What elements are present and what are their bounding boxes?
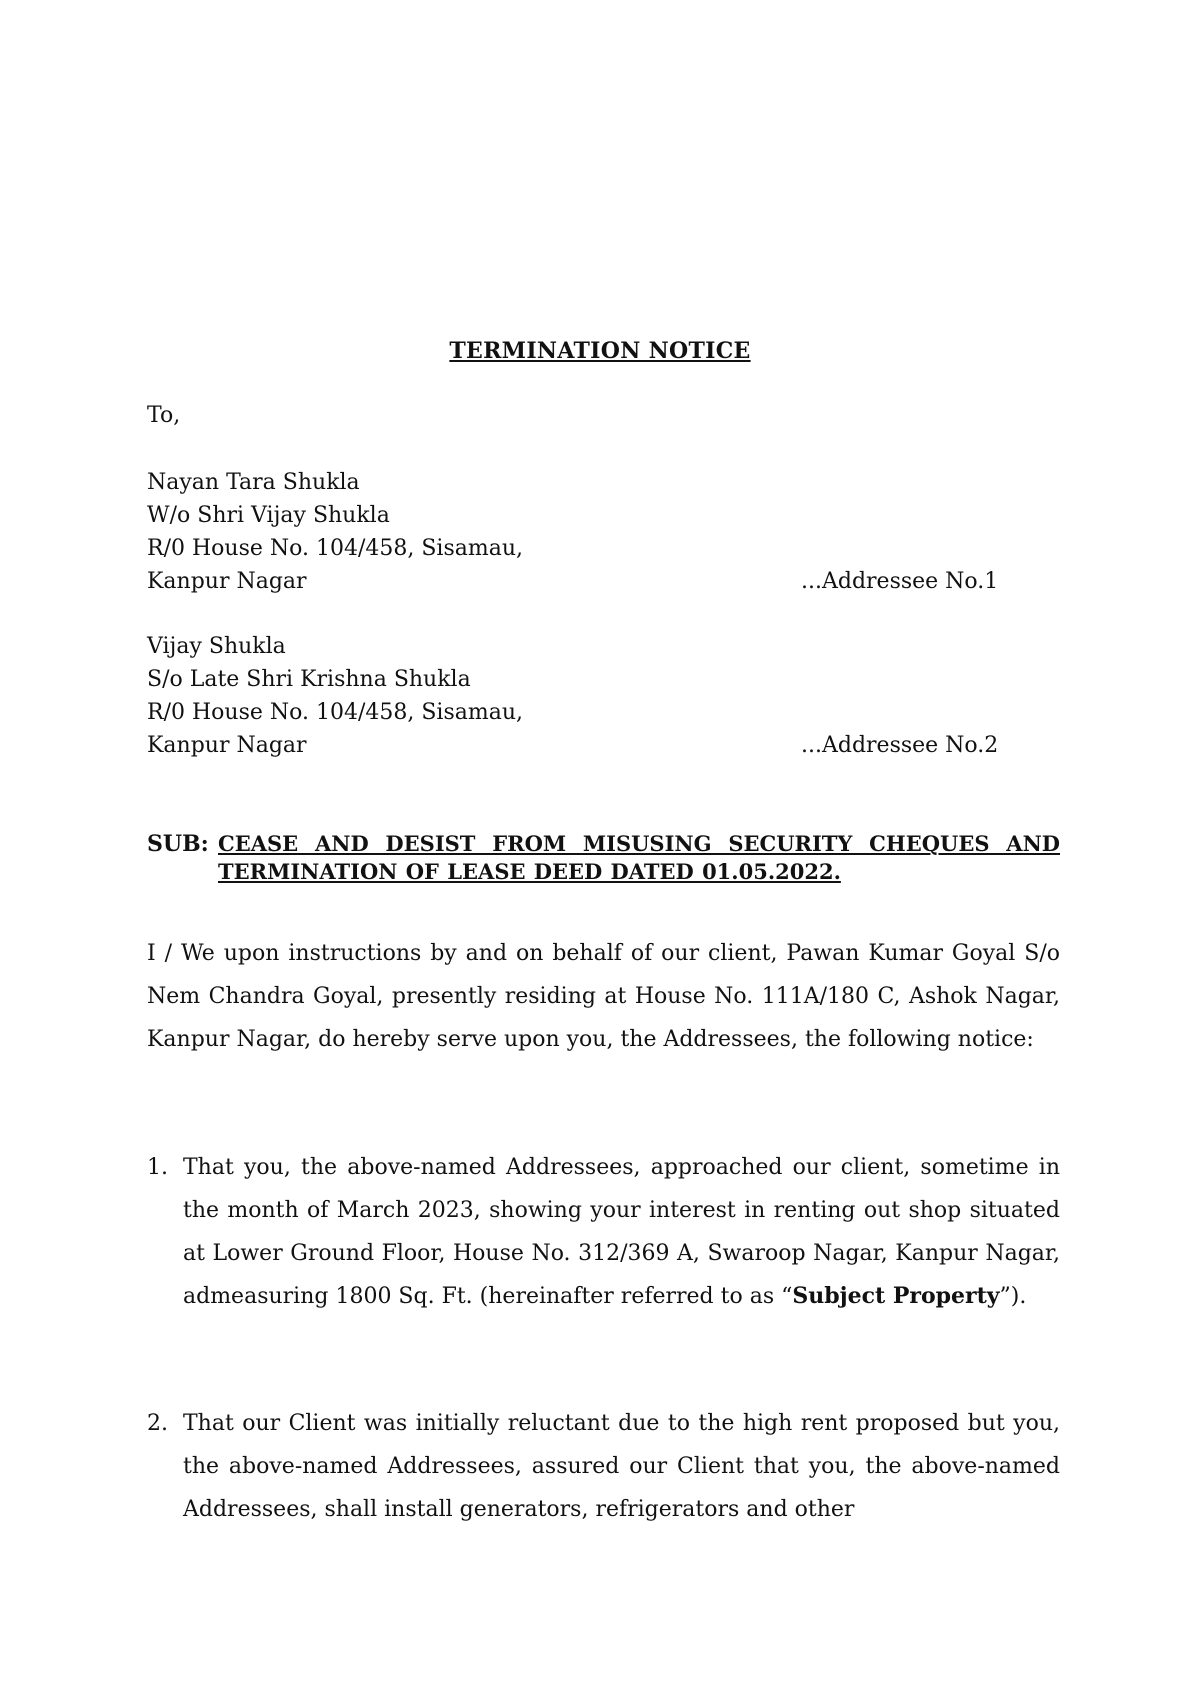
point-number: 1. (147, 1155, 168, 1180)
addressee-city-line (147, 565, 1017, 598)
addressee-name: Nayan Tara Shukla (147, 470, 360, 495)
addressee-residence: R/0 House No. 104/458, Sisamau, (147, 700, 523, 725)
document-title: TERMINATION NOTICE (449, 338, 751, 364)
addressee-city: Kanpur Nagar (147, 569, 307, 594)
addressee-residence: R/0 House No. 104/458, Sisamau, (147, 536, 523, 561)
point-text (183, 1146, 1060, 1318)
addressee-block-1 (147, 466, 1017, 598)
subject-label: SUB: (147, 831, 209, 857)
point-text-before: That you, the above-named Addressees, approached our client, sometime in the month of March 2023, showing your interest in renting out shop situated at Lower Ground Floor, House No. 312/369 A, Swaroop Nagar, Kanpur Nagar, admeasuring 1800 Sq. Ft. (hereinafter referred to as “ (183, 1155, 1060, 1309)
subject-text: CEASE AND DESIST FROM MISUSING SECURITY CHEQUES AND TERMINATION OF LEASE DEED DATED 01.05.2022. (218, 831, 1060, 884)
defined-term: Subject Property (792, 1283, 1000, 1309)
addressee-block-2 (147, 630, 1017, 762)
point-text: That our Client was initially reluctant due to the high rent proposed but you, the above-named Addressees, assured our Client that you, the above-named Addressees, shall install generators, refrigerators and other (183, 1411, 1060, 1522)
addressee-tag: ...Addressee No.1 (801, 569, 999, 594)
addressee-city-line (147, 729, 1017, 762)
addressee-tag: ...Addressee No.2 (801, 733, 999, 758)
addressee-relation: W/o Shri Vijay Shukla (147, 503, 390, 528)
intro-paragraph: I / We upon instructions by and on behalf of our client, Pawan Kumar Goyal S/o Nem Chandra Goyal, presently residing at House No. 111A/180 C, Ashok Nagar, Kanpur Nagar, do hereby serve upon you, the Addressees, the following notice: (147, 941, 1060, 1052)
point-number: 2. (147, 1411, 168, 1436)
addressee-name: Vijay Shukla (147, 634, 286, 659)
addressee-city: Kanpur Nagar (147, 733, 307, 758)
point-text-after: ”). (999, 1284, 1027, 1309)
addressee-relation: S/o Late Shri Krishna Shukla (147, 667, 471, 692)
salutation: To, (147, 403, 181, 428)
